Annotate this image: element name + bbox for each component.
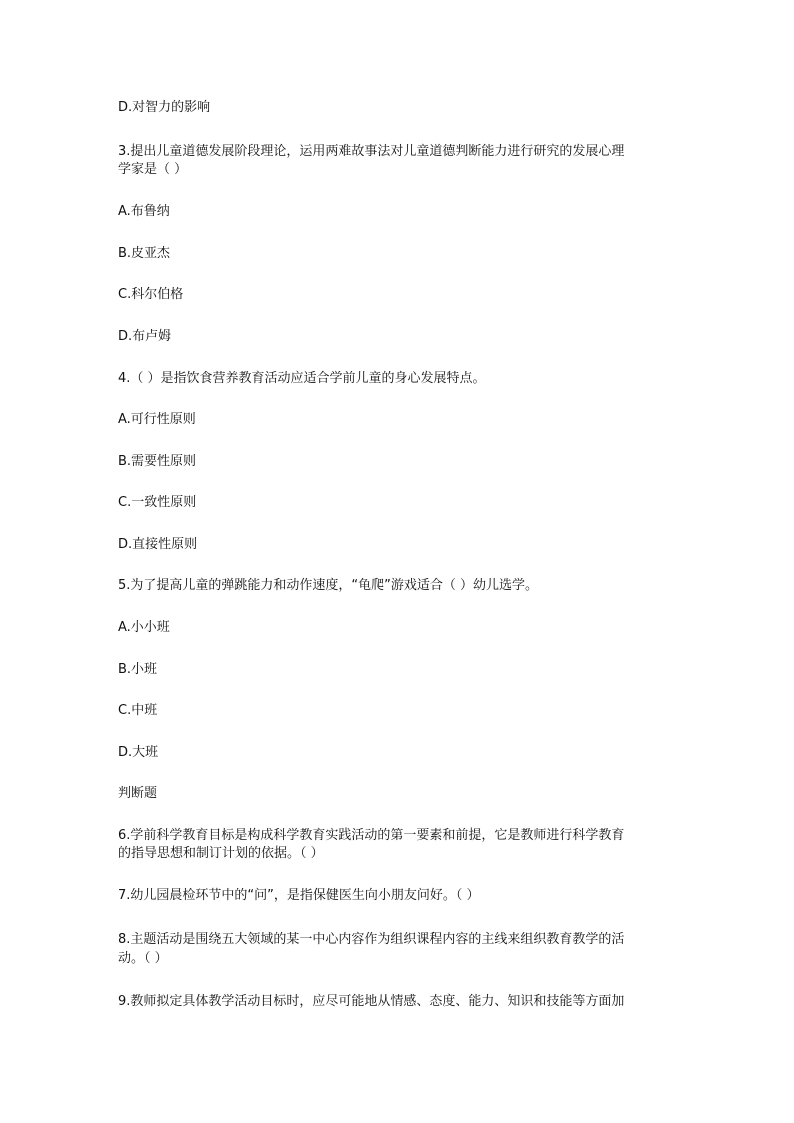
- question-3-line-2: 学家是（ ）: [118, 162, 188, 177]
- question-3-line-1: 3.提出儿童道德发展阶段理论，运用两难故事法对儿童道德判断能力进行研究的发展心理: [118, 144, 625, 159]
- question-5: 5.为了提高儿童的弹跳能力和动作速度，“龟爬”游戏适合（ ）幼儿选学。: [118, 578, 539, 593]
- section-heading: 判断题: [118, 786, 158, 801]
- option-d-q3: D.布卢姆: [118, 329, 172, 344]
- option-a-q3: A.布鲁纳: [118, 204, 170, 219]
- option-a-q4: A.可行性原则: [118, 412, 196, 427]
- option-c-q5: C.中班: [118, 703, 158, 718]
- question-9-line-1: 9.教师拟定具体教学活动目标时，应尽可能地从情感、态度、能力、知识和技能等方面加: [118, 994, 625, 1009]
- option-d-q2: D.对智力的影响: [118, 100, 211, 115]
- option-d-q5: D.大班: [118, 745, 159, 760]
- option-b-q5: B.小班: [118, 662, 158, 677]
- option-a-q5: A.小小班: [118, 620, 170, 635]
- question-4: 4.（ ）是指饮食营养教育活动应适合学前儿童的身心发展特点。: [118, 371, 486, 386]
- question-7: 7.幼儿园晨检环节中的“问”，是指保健医生向小朋友问好。（ ）: [118, 888, 480, 903]
- question-6-line-2: 的指导思想和制订计划的依据。（ ）: [118, 846, 324, 861]
- option-d-q4: D.直接性原则: [118, 537, 198, 552]
- option-b-q4: B.需要性原则: [118, 454, 197, 469]
- question-6-line-1: 6.学前科学教育目标是构成科学教育实践活动的第一要素和前提，它是教师进行科学教育: [118, 828, 625, 843]
- option-c-q3: C.科尔伯格: [118, 287, 184, 302]
- option-c-q4: C.一致性原则: [118, 495, 197, 510]
- question-8-line-2: 动。（ ）: [118, 951, 168, 966]
- question-8-line-1: 8.主题活动是围绕五大领域的某一中心内容作为组织课程内容的主线来组织教育教学的活: [118, 932, 625, 947]
- option-b-q3: B.皮亚杰: [118, 246, 171, 261]
